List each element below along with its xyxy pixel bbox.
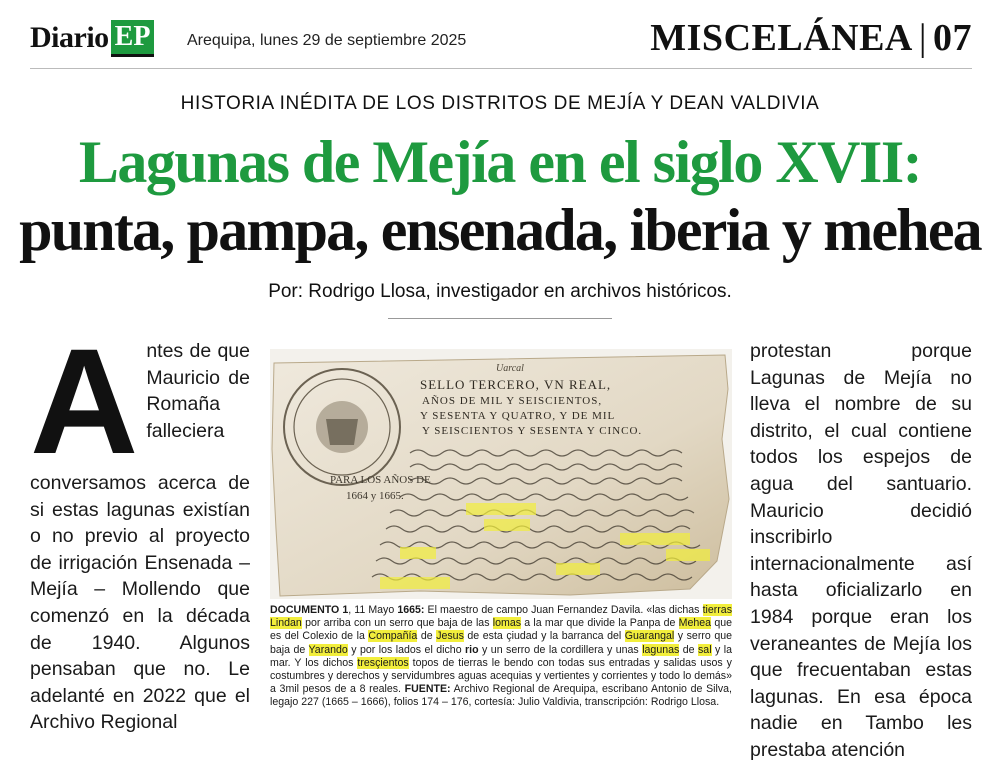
caption-highlight: Jesus [436,630,464,643]
caption-highlight: tresçientos [357,656,409,669]
byline-rule [388,318,612,319]
caption-fragment: FUENTE: [404,683,451,696]
caption-fragment: 1665: [397,604,425,616]
caption-fragment: y por los lados el dicho [347,643,466,656]
caption-fragment: y serro que baja de [270,630,732,656]
drop-cap: A [30,317,139,485]
caption-highlight: sal [698,643,712,656]
photo-margin-note-2: 1664 y 1665. [346,490,404,502]
caption-fragment: a la mar que divide la Panpa de [521,617,679,630]
photo-caption [270,604,732,710]
page-number: 07 [933,17,972,59]
brand-ep-badge: EP [111,20,155,57]
article-title-line2: punta, pampa, ensenada, iberia y mehea [19,197,981,263]
photo-stamp-line-2: AÑOS DE MIL Y SEISCIENTOS, [422,395,603,407]
caption-highlight: Yarando [308,643,348,656]
photo-stamp-line-4: Y SEISCIENTOS Y SESENTA Y CINCO. [422,425,643,437]
manuscript-icon [270,349,732,599]
caption-fragment: rio [465,643,479,656]
article-byline: Por: Rodrigo Llosa, investigador en archivos históricos. [268,281,732,302]
caption-highlight: lomas [492,617,522,630]
section-header [650,16,972,60]
caption-fragment: de [417,630,437,643]
caption-highlight: Compañía [368,630,418,643]
photo-margin-note-1: PARA LOS AÑOS DE [330,474,431,486]
article-title-line1: Lagunas de Mejía en el siglo XVII: [78,129,922,195]
caption-fragment: Archivo Regional de Arequipa, escribano Antonio de Silva, legajo 227 (1665 – 1666), folios 174 – 176, cortesía: Julio Valdivia, transcripción: Rodrigo Llosa. [270,683,732,709]
caption-fragment: por arriba con un serro que baja de las [301,617,493,630]
caption-fragment: , 11 Mayo [348,604,398,616]
photo-stamp-line-3: Y SESENTA Y QUATRO, Y DE MIL [420,410,616,422]
caption-highlight: lagunas [642,643,680,656]
caption-fragment: que es del Colexio de la [270,617,733,643]
brand-name: Diario [30,21,109,54]
header-rule [30,68,972,69]
caption-fragment: El maestro de campo Juan Fernandez Davila. «las dichas [424,604,703,616]
manuscript-photo [270,349,732,599]
caption-fragment: y la mar. Y los dichos [270,643,732,669]
article-column-left [30,317,250,736]
caption-highlight: Guarangal [624,630,675,643]
caption-fragment: de [679,643,698,656]
photo-stamp-line-1: SELLO TERCERO, VN REAL, [420,377,612,392]
article-kicker: HISTORIA INÉDITA DE LOS DISTRITOS DE MEJÍA Y DEAN VALDIVIA [180,93,820,114]
caption-highlight: Mehea [678,617,712,630]
caption-fragment: topos de tierras le bendo con todas sus entradas y salidas usos y costumbres y derechos y servidumbres aguas acequias y vertientes y corrientes y todo lo demás» a 3mil pesos de a 8 reales. [270,656,732,696]
left-column-text: ntes de que Mauricio de Romaña falleciera conversamos acerca de si estas lagunas existían o no previo al proyecto de irrigación Ensenada – Mejía – Mollendo que comenzó en la década de 1940. Algunos pensaban que no. Le adelanté en 2022 que el Archivo Regional [30,340,250,734]
caption-fragment: de esta çiudad y la barranca del [463,630,625,643]
masthead-logo [30,18,154,58]
caption-highlight: tierras Lindan [270,604,732,630]
caption-fragment: DOCUMENTO 1 [270,604,349,616]
caption-fragment: y un serro de la cordillera y unas [478,643,643,656]
dateline: Arequipa, lunes 29 de septiembre 2025 [187,32,467,49]
section-divider: | [918,17,927,59]
photo-corner-note: Uarcal [496,363,524,374]
article-column-right: protestan porque Lagunas de Mejía no lleva el nombre de su distrito, el cual contiene todos los espejos de agua del santuario. Mauricio decidió inscribirlo internacionalmente así hasta oficializarlo en 1984 porque eran los veraneantes de Mejía los que frecuentaban estas lagunas. En esa época nadie en Tambo les prestaba atención [750,340,972,761]
section-name: MISCELÁNEA [650,17,913,59]
